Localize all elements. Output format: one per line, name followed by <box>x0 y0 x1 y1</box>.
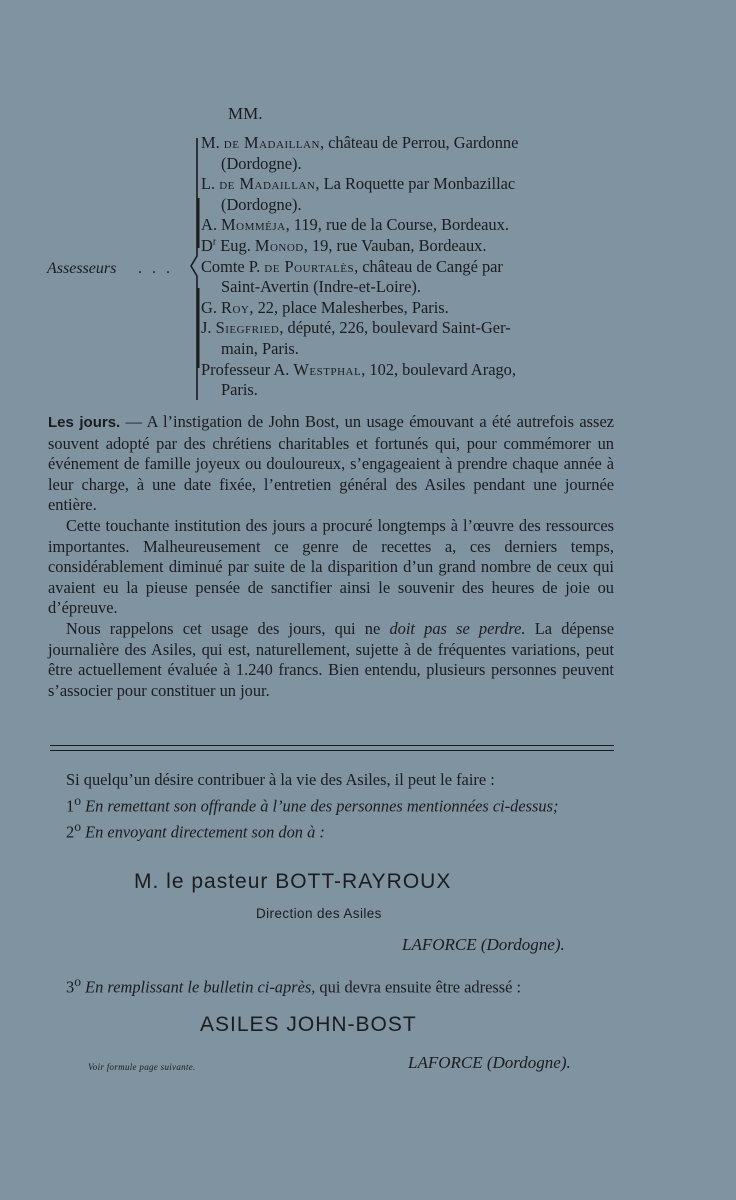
separator-rule-bottom <box>50 750 614 751</box>
member-address: , 119, rue de la Course, Bordeaux. <box>285 215 509 235</box>
jours-section <box>48 412 614 701</box>
member-name: Siegfried <box>215 318 280 338</box>
item-number-sup: o <box>74 974 82 989</box>
member-prefix: L. <box>201 174 220 194</box>
laforce-address-2 <box>408 1053 571 1073</box>
separator-rule-top <box>50 745 614 746</box>
item-text: En envoyant directement son don à : <box>81 822 325 842</box>
item-text-italic: En remplissant le bulletin ci-après, <box>81 977 316 997</box>
member-address: , château de Perrou, Gardonne <box>319 133 519 152</box>
member-entry <box>201 174 615 215</box>
member-address-cont: Paris. <box>221 380 258 400</box>
member-address: , La Roquette par Monbazillac <box>315 174 516 194</box>
member-address: , député, 226, boulevard Saint-Ger- <box>279 318 511 338</box>
jours-text-3-italic: doit pas se perdre. <box>389 618 526 638</box>
item-number: 2 <box>66 822 75 842</box>
member-address: , 19, rue Vauban, Bordeaux. <box>303 235 487 255</box>
jours-paragraph-1 <box>48 412 614 516</box>
member-address-cont: main, Paris. <box>221 338 299 358</box>
member-name: Roy <box>221 297 250 317</box>
bulletin-section <box>48 972 614 998</box>
jours-paragraph-2: Cette touchante institution des jours a procuré longtemps à l’œuvre des ressources importantes. Malheureusement ce genre de recettes a, ces derniers temps, considérablement diminué par suite de la disparition d’un grand nombre de ceux qui avaient eu la pieuse pensée de sanctifier ainsi le souvenir des heures de joie ou d’épreuve. <box>48 515 614 618</box>
member-prefix: A. <box>201 215 222 235</box>
contribution-section <box>48 770 614 843</box>
assesseurs-dots: . . . <box>138 260 173 277</box>
jours-text-3a: Nous rappelons cet usage des jours, qui ne <box>66 618 390 638</box>
member-entry <box>201 215 615 236</box>
member-prefix: Eug. <box>216 235 255 255</box>
member-entry <box>201 236 615 257</box>
member-address-cont: (Dordogne). <box>221 153 302 173</box>
member-name: de Pourtalès <box>264 256 355 276</box>
item-text: qui devra ensuite être adressé : <box>315 977 522 997</box>
laforce-city: LAFORCE <box>408 1053 483 1072</box>
member-entry <box>201 257 615 298</box>
item-number-sup: o <box>74 792 82 808</box>
jours-heading: Les jours. <box>48 414 121 431</box>
member-name: Westphal <box>293 359 362 379</box>
member-prefix: Comte P. <box>201 256 265 276</box>
contribution-intro: Si quelqu’un désire contribuer à la vie des Asiles, il peut le faire : <box>66 770 495 789</box>
jours-text-1: — A l’instigation de John Bost, un usage émouvant a été autrefois assez souvent adopté par des chrétiens charitables et fortunés qui, pour commémorer un événement de famille joyeux ou douloureux, s’engageaient à prendre chaque année à leur charge, à une date fixée, l’entretien général des Asiles pendant une journée entière. <box>48 412 614 515</box>
members-brace <box>187 138 201 400</box>
contribution-item-2 <box>48 817 614 843</box>
contribution-item-1 <box>48 791 614 817</box>
member-entry <box>201 318 615 359</box>
mm-label: MM. <box>228 104 263 123</box>
item-number: 3 <box>66 977 75 997</box>
direction-label: Direction des Asiles <box>256 906 382 921</box>
member-name: de Madaillan <box>223 133 320 152</box>
laforce-dept: (Dordogne). <box>482 1053 571 1072</box>
member-entry <box>201 298 615 319</box>
member-sup: r <box>212 236 217 248</box>
laforce-address-1: LAFORCE (Dordogne). <box>402 935 565 954</box>
item-number: 1 <box>66 796 75 816</box>
member-prefix: D <box>201 235 213 255</box>
member-entry <box>201 133 615 174</box>
member-address: , 102, boulevard Arago, <box>361 359 516 379</box>
member-address-cont: Saint-Avertin (Indre-et-Loire). <box>221 277 421 297</box>
member-prefix: M. <box>201 133 224 152</box>
assesseurs-label: Assesseurs <box>47 260 117 277</box>
member-name: Momméja <box>221 215 286 235</box>
contribution-item-3 <box>48 972 614 998</box>
asiles-name: ASILES JOHN-BOST <box>200 1013 417 1036</box>
member-name: de Madaillan <box>219 174 316 194</box>
item-number-sup: o <box>74 818 82 834</box>
member-entry <box>201 360 615 401</box>
voir-formule-note: Voir formule page suivante. <box>88 1062 196 1072</box>
jours-text-3b: La dépense journalière des Asiles, qui est, naturellement, sujette à de fréquentes variations, peut être actuellement évaluée à 1.240 francs. Bien entendu, plusieurs personnes peuvent s’associer pour constituer un jour. <box>48 618 614 700</box>
members-list <box>201 133 615 401</box>
member-address-cont: (Dordogne). <box>221 194 302 214</box>
pasteur-name: M. le pasteur BOTT-RAYROUX <box>134 870 452 893</box>
member-prefix: J. <box>201 318 216 338</box>
jours-paragraph-3 <box>48 619 614 701</box>
member-address: , château de Cangé par <box>354 256 503 276</box>
member-prefix: G. <box>201 297 222 317</box>
member-prefix: Professeur A. <box>201 359 294 379</box>
item-text: En remettant son offrande à l’une des personnes mentionnées ci-dessus; <box>81 796 559 816</box>
member-name: Monod <box>254 235 304 255</box>
member-address: , 22, place Malesherbes, Paris. <box>249 297 449 317</box>
